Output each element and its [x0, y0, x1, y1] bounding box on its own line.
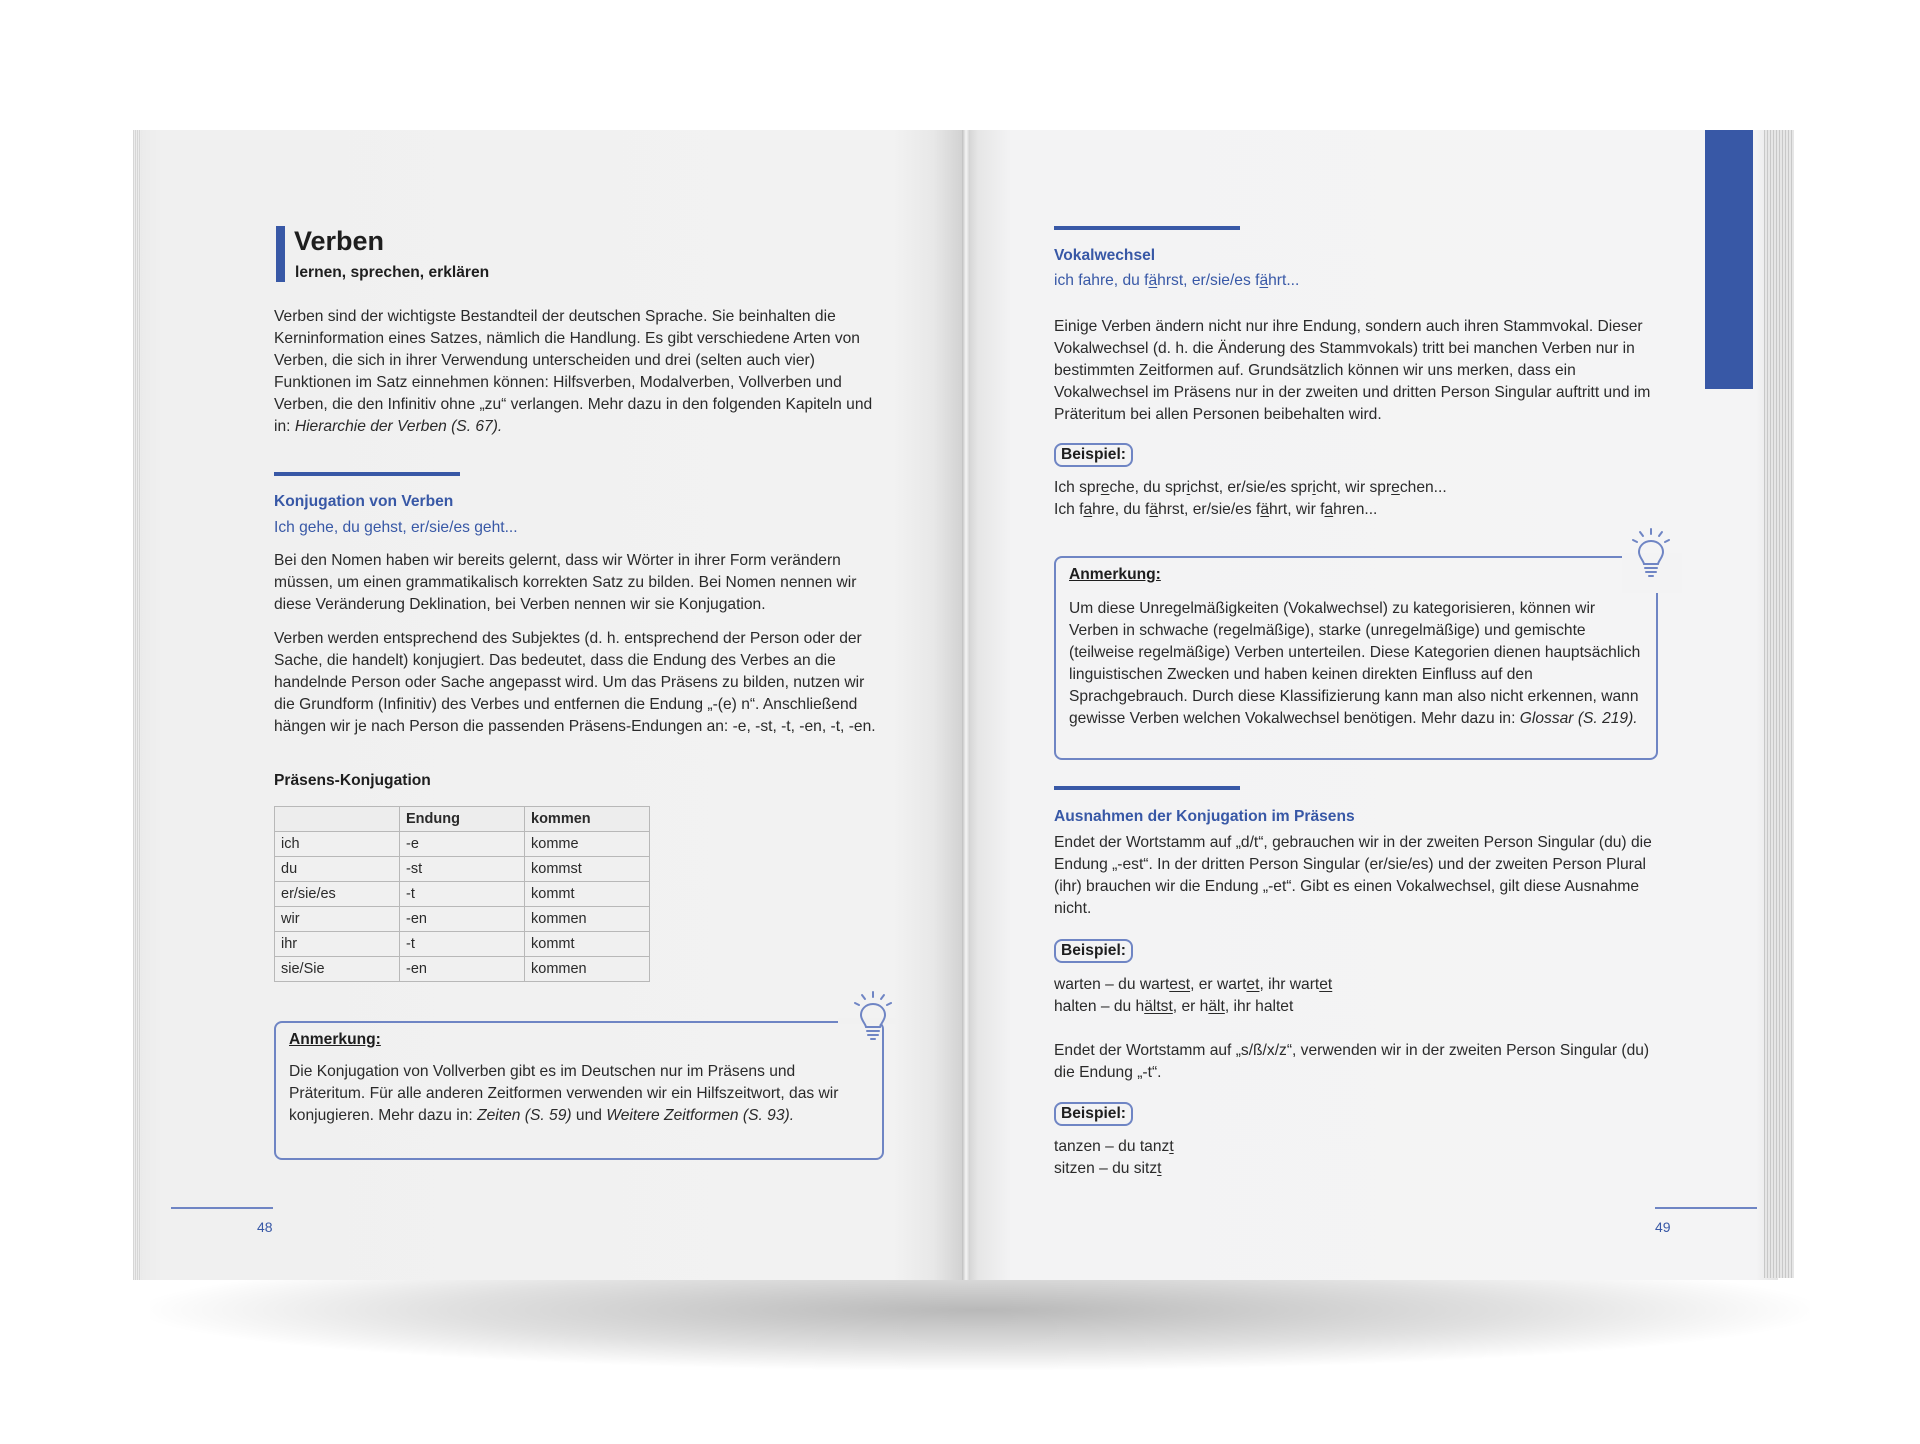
intro-text: Verben sind der wichtigste Bestandteil der deutschen Sprache. Sie beinhalten die Kerninformation eines Satzes, nämlich die Handlung. Es gibt verschiedene Arten von Verben, die sich in ihrer Verwendung unterscheiden und drei (selten auch vier) Funktionen im Satz einnehmen können: Hilfsverben, Modalverben, Vollverben und Verben, die den Infinitiv ohne „zu“ verlangen. Mehr dazu in den folgenden Kapiteln und in: — [274, 308, 873, 435]
table-cell: ich — [275, 832, 400, 857]
right-page-edges — [1764, 130, 1794, 1278]
example-label-text: Beispiel: — [1054, 939, 1133, 963]
note-box — [1054, 556, 1658, 760]
example-part: Ich f — [1054, 501, 1084, 518]
section-rule — [1054, 786, 1240, 790]
table-cell: kommen — [525, 957, 650, 982]
example-underlined: ältst — [1144, 998, 1173, 1015]
example-underlined: et — [1246, 976, 1260, 993]
page-title: Verben — [294, 226, 385, 256]
table-cell: -t — [400, 882, 525, 907]
ausnahmen-paragraph: Endet der Wortstamm auf „d/t“, gebrauchen wir in der zweiten Person Singular (du) die Endung „-est“. In der dritten Person Singular (er/sie/es) und der zweiten Person Plural (ihr) brauchen wir die Endung „-et“. Gibt es einen Vokalwechsel, gilt diese Ausnahme nicht. — [1054, 834, 1652, 917]
left-page-edges — [133, 130, 141, 1280]
note-body: Die Konjugation von Vollverben gibt es im Deutschen nur im Präsens und Präteritum. Für alle anderen Zeitformen verwenden wir ein Hilfszeitwort, das wir konjugieren. Mehr dazu in: — [289, 1063, 839, 1124]
table-row — [275, 857, 650, 882]
section-heading: Konjugation von Verben — [274, 493, 454, 510]
title-accent-bar — [276, 226, 285, 282]
note-reference: Zeiten (S. 59) — [477, 1107, 572, 1124]
table-row — [275, 832, 650, 857]
example-line — [1054, 1158, 1162, 1180]
intro-reference: Hierarchie der Verben (S. 67). — [294, 418, 503, 435]
table-cell: ihr — [275, 932, 400, 957]
example-underlined: e — [1391, 479, 1400, 496]
table-cell: -en — [400, 907, 525, 932]
page-number: 49 — [1655, 1219, 1671, 1235]
example-underlined: ä — [1260, 501, 1270, 518]
example-underlined: ä — [1259, 272, 1269, 289]
table-cell: du — [275, 857, 400, 882]
example-underlined: ält — [1208, 998, 1225, 1015]
section-heading: Ausnahmen der Konjugation im Präsens — [1054, 808, 1355, 825]
table-header-cell — [275, 807, 400, 832]
example-underlined: est — [1169, 976, 1191, 993]
table-cell: -t — [400, 932, 525, 957]
conjugation-paragraph-2: Verben werden entsprechend des Subjektes (d. h. entsprechend der Person oder der Sache, die handelt) konjugiert. Das bedeutet, dass die Endung des Verbes an die handelnde Person oder Sache angepasst wird. Um das Präsens zu bilden, nutzen wir die Grundform (Infinitiv) des Verbes und entfernen die Endung „-(e) n“. Anschließend hängen wir je nach Person die passenden Präsens-Endungen an: -e, -st, -t, -en, -t, -en. — [274, 630, 876, 735]
page-number-rule — [1655, 1207, 1757, 1209]
example-line — [1054, 1136, 1174, 1158]
example-part: hrt, wir f — [1269, 501, 1325, 518]
table-row — [275, 957, 650, 982]
note-text — [1069, 598, 1647, 730]
example-part: , ihr wart — [1259, 976, 1320, 993]
table-header-row — [275, 807, 650, 832]
example-label-text: Beispiel: — [1054, 1102, 1133, 1126]
note-title: Anmerkung: — [289, 1031, 381, 1048]
page-number-rule — [171, 1207, 273, 1209]
example-part: warten – du wart — [1054, 976, 1170, 993]
lightbulb-icon — [1628, 527, 1674, 579]
page-number: 48 — [257, 1219, 273, 1235]
example-part: hre, du f — [1092, 501, 1150, 518]
table-header-cell: Endung — [400, 807, 525, 832]
table-cell: -en — [400, 957, 525, 982]
note-reference: Glossar (S. 219). — [1519, 710, 1638, 727]
note-text — [289, 1061, 871, 1127]
table-row — [275, 932, 650, 957]
example-underlined: ä — [1149, 501, 1159, 518]
section-heading: Vokalwechsel — [1054, 247, 1156, 264]
example-label — [1054, 939, 1133, 963]
example-underlined: e — [1100, 479, 1110, 496]
example-underlined: i — [1312, 479, 1316, 496]
note-title: Anmerkung: — [1069, 566, 1161, 583]
section-rule — [274, 472, 460, 476]
table-header-cell: kommen — [525, 807, 650, 832]
example-part: Ich spr — [1054, 479, 1101, 496]
example-part: cht, wir spr — [1315, 479, 1392, 496]
table-cell: kommst — [525, 857, 650, 882]
example-line — [1054, 499, 1658, 521]
example-part: hrst, er/sie/es f — [1158, 501, 1261, 518]
example-part: hrst, er/sie/es f — [1157, 272, 1260, 289]
section-rule — [1054, 226, 1240, 230]
example-part: tanzen – du tanz — [1054, 1138, 1170, 1155]
example-part: ich fahre, du f — [1054, 272, 1149, 289]
example-part: , er wart — [1190, 976, 1247, 993]
conjugation-paragraph-1: Bei den Nomen haben wir bereits gelernt, dass wir Wörter in ihrer Form verändern müssen, um einen grammatikalisch korrekten Satz zu bilden. Bei Nomen nennen wir diese Veränderung Deklination, bei Verben nennen wir sie Konjugation. — [274, 552, 857, 613]
table-cell: wir — [275, 907, 400, 932]
note-connector: und — [571, 1107, 607, 1124]
example-label-text: Beispiel: — [1054, 443, 1133, 467]
note-box — [274, 1021, 884, 1160]
page-subtitle: lernen, sprechen, erklären — [295, 264, 490, 281]
table-cell: sie/Sie — [275, 957, 400, 982]
example-part: hrt... — [1268, 272, 1300, 289]
table-cell: kommt — [525, 882, 650, 907]
table-cell: -st — [400, 857, 525, 882]
ausnahmen-paragraph-2: Endet der Wortstamm auf „s/ß/x/z“, verwenden wir in der zweiten Person Singular (du) die Endung „-t“. — [1054, 1042, 1650, 1081]
note-body: Um diese Unregelmäßigkeiten (Vokalwechsel) zu kategorisieren, können wir Verben in schwache (regelmäßige), starke (unregelmäßige) und gemischte (teilweise regelmäßige) Verben unterteilen. Diese Kategorien dienen hauptsächlich linguistischen Zwecken und haben keinen direkten Einfluss auf den Sprachgebrauch. Durch diese Klassifizierung kann man also nicht erkennen, wann gewisse Verben welchen Vokalwechsel benötigen. Mehr dazu in: — [1069, 600, 1641, 727]
vokalwechsel-paragraph: Einige Verben ändern nicht nur ihre Endung, sondern auch ihren Stammvokal. Dieser Vokalwechsel (d. h. die Änderung des Stammvokals) tritt bei manchen Verben nur in bestimmten Zeitformen auf. Grundsätzlich können wir uns merken, dass ein Vokalwechsel im Präsens nur in der zweiten und dritten Person Singular auftritt und im Präteritum bei allen Personen beibehalten wird. — [1054, 318, 1651, 423]
example-label — [1054, 443, 1133, 467]
example-underlined: t — [1169, 1138, 1174, 1155]
example-underlined: a — [1083, 501, 1093, 518]
example-line — [1054, 477, 1658, 499]
example-part: chst, er/sie/es spr — [1190, 479, 1313, 496]
chapter-tab-marker — [1705, 130, 1753, 389]
table-row — [275, 882, 650, 907]
example-line — [1054, 996, 1293, 1018]
example-line — [1054, 974, 1332, 996]
section-example — [1054, 272, 1299, 290]
example-label — [1054, 1102, 1133, 1126]
table-title: Präsens-Konjugation — [274, 772, 431, 789]
table-cell: kommt — [525, 932, 650, 957]
example-part: , er h — [1172, 998, 1209, 1015]
example-part: , ihr haltet — [1224, 998, 1294, 1015]
table-cell: kommen — [525, 907, 650, 932]
note-reference: Weitere Zeitformen (S. 93). — [606, 1107, 795, 1124]
book-gutter — [962, 130, 970, 1280]
example-part: chen... — [1399, 479, 1447, 496]
example-part: sitzen – du sitz — [1054, 1160, 1158, 1177]
table-cell: er/sie/es — [275, 882, 400, 907]
intro-paragraph — [274, 306, 886, 438]
example-underlined: t — [1157, 1160, 1162, 1177]
table-row — [275, 907, 650, 932]
example-part: halten – du h — [1054, 998, 1145, 1015]
example-part: che, du spr — [1109, 479, 1187, 496]
table-cell: komme — [525, 832, 650, 857]
table-cell: -e — [400, 832, 525, 857]
lightbulb-icon — [850, 990, 896, 1042]
conjugation-table — [274, 806, 650, 982]
example-underlined: a — [1324, 501, 1334, 518]
example-underlined: i — [1186, 479, 1191, 496]
section-example: Ich gehe, du gehst, er/sie/es geht... — [274, 519, 518, 536]
example-underlined: et — [1319, 976, 1333, 993]
example-part: hren... — [1333, 501, 1378, 518]
example-underlined: ä — [1148, 272, 1158, 289]
